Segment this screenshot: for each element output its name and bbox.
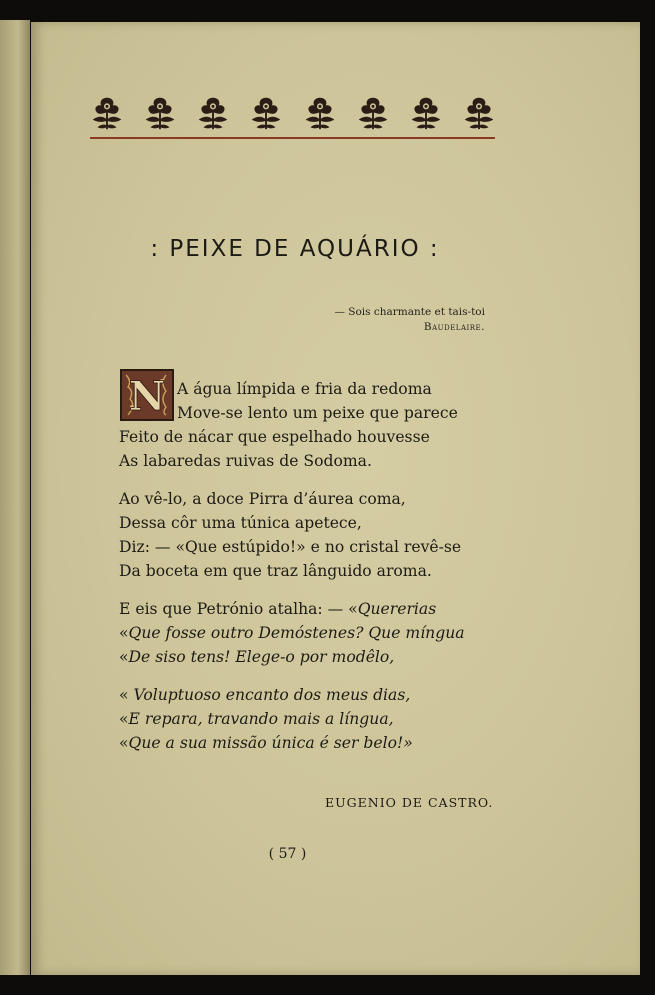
line-text: De siso tens! Elege-o por modêlo, (128, 648, 395, 666)
flower-ornament-icon (301, 93, 339, 133)
line-text: Quererias (357, 600, 437, 618)
flower-ornament-icon (247, 93, 285, 133)
line-text: Diz: — «Que estúpido!» e no cristal revê-se (119, 538, 462, 556)
line-text: A água límpida e fria da redoma (177, 380, 432, 398)
facing-page-edge (0, 20, 30, 975)
line-text: Que fosse outro Demóstenes? Que míngua (128, 624, 465, 642)
poem-line (119, 449, 539, 473)
poem-signature: EUGENIO DE CASTRO. (325, 795, 494, 810)
epigraph-quote: — Sois charmante et tais-toi (334, 306, 485, 318)
line-lead: « (119, 624, 129, 642)
flower-ornament-icon (141, 93, 179, 133)
line-lead: « (119, 686, 134, 704)
line-lead: « (119, 734, 129, 752)
line-text: Feito de nácar que espelhado houvesse (119, 428, 430, 446)
line-text: Voluptuoso encanto dos meus dias, (133, 686, 411, 704)
poem-line (119, 425, 539, 449)
initial-letter: N (128, 373, 166, 419)
flower-ornament-icon (407, 93, 445, 133)
line-text: Que a sua missão única é ser belo!» (128, 734, 413, 752)
stanza (119, 597, 539, 669)
poem-body (119, 377, 539, 769)
poem-line (119, 707, 539, 731)
poem-line (119, 683, 539, 707)
poem-line (119, 621, 539, 645)
flower-ornament-icon (194, 93, 232, 133)
stanza (119, 683, 539, 755)
epigraph-author: Baudelaire. (423, 321, 485, 333)
poem-line (119, 597, 539, 621)
flower-ornament-icon (354, 93, 392, 133)
line-text: Move-se lento um peixe que parece (177, 404, 458, 422)
stanza (119, 377, 539, 473)
line-text: As labaredas ruivas de Sodoma. (119, 452, 372, 470)
poem-line (119, 487, 539, 511)
poem-line (119, 401, 539, 425)
line-lead: « (119, 710, 129, 728)
poem-line (119, 645, 539, 669)
poem-line (119, 511, 539, 535)
poem-title: : PEIXE DE AQUÁRIO : (150, 236, 440, 262)
line-text: Dessa côr uma túnica apetece, (119, 514, 362, 532)
ornament-rule (90, 137, 495, 139)
poem-line (119, 559, 539, 583)
poem-line (119, 731, 539, 755)
poem-line (119, 377, 539, 401)
line-lead: « (119, 648, 129, 666)
line-text: E repara, travando mais a língua, (128, 710, 394, 728)
epigraph (334, 305, 485, 335)
stanza (119, 487, 539, 583)
page-number: ( 57 ) (268, 846, 307, 862)
flower-ornament-icon (460, 93, 498, 133)
poem-line (119, 535, 539, 559)
flower-ornament-icon (88, 93, 126, 133)
line-lead: E eis que Petrónio atalha: — « (119, 600, 358, 618)
ornament-row (88, 92, 498, 134)
line-text: Da boceta em que traz lânguido aroma. (119, 562, 432, 580)
line-text: Ao vê-lo, a doce Pirra d’áurea coma, (119, 490, 406, 508)
